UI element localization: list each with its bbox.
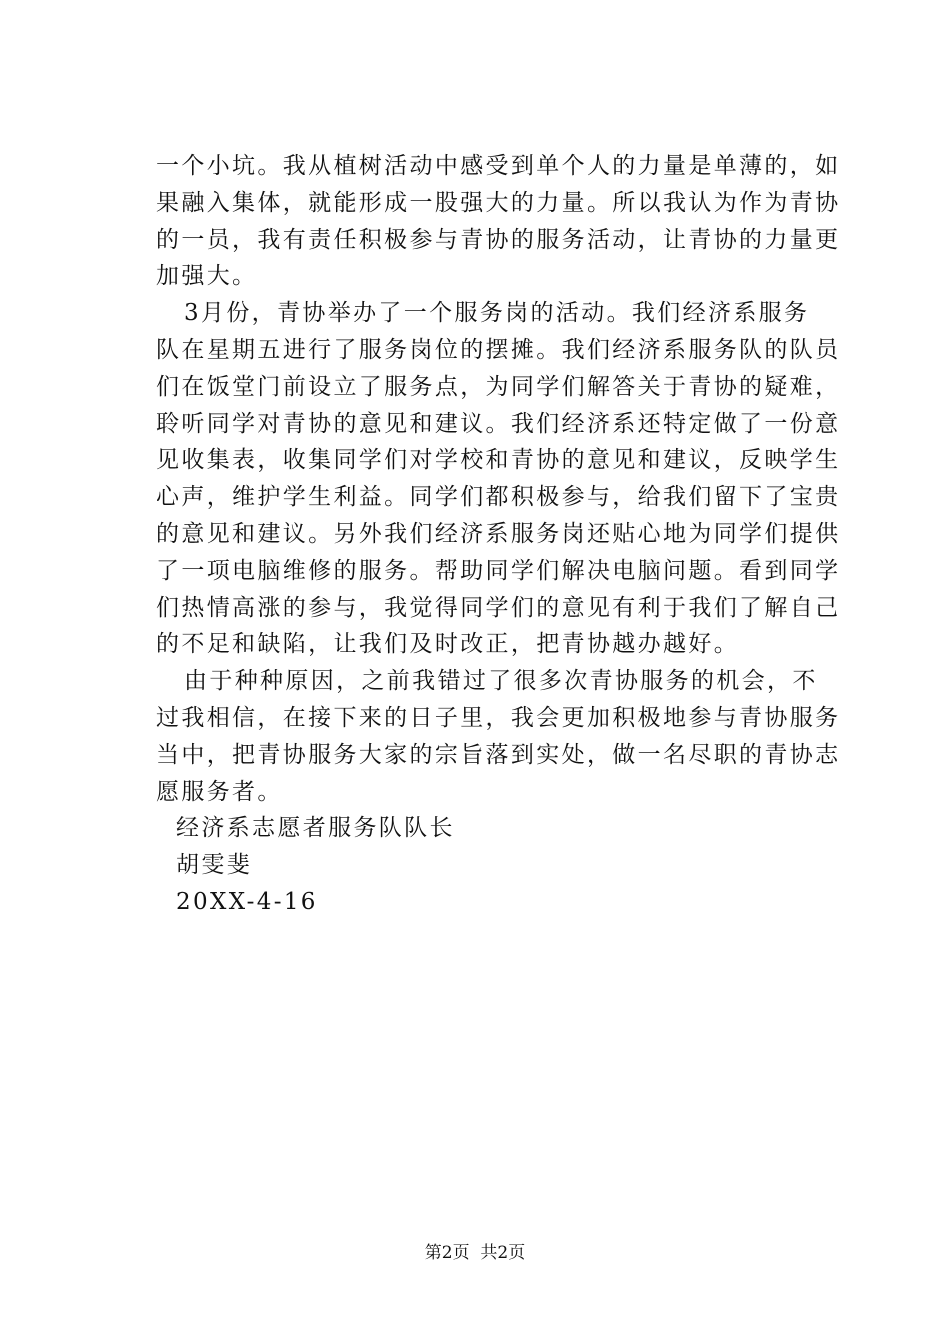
page-number-label: 第2页 共2页 — [424, 1243, 526, 1263]
body-line: 的不足和缺陷，让我们及时改正，把青协越办越好。 — [156, 631, 740, 658]
paragraph-start-line: 由于种种原因，之前我错过了很多次青协服务的机会，不 — [184, 668, 818, 695]
signature-title: 经济系志愿者服务队队长 — [176, 815, 455, 842]
body-line: 的意见和建议。另外我们经济系服务岗还贴心地为同学们提供 — [156, 520, 841, 547]
body-line: 当中，把青协服务大家的宗旨落到实处，做一名尽职的青协志 — [156, 741, 841, 768]
body-line: 队在星期五进行了服务岗位的摆摊。我们经济系服务队的队员 — [156, 336, 841, 363]
body-line: 过我相信，在接下来的日子里，我会更加积极地参与青协服务 — [156, 704, 841, 731]
body-line: 们在饭堂门前设立了服务点，为同学们解答关于青协的疑难， — [156, 373, 841, 400]
body-line: 了一项电脑维修的服务。帮助同学们解决电脑问题。看到同学 — [156, 557, 841, 584]
body-line: 加强大。 — [156, 263, 258, 290]
body-line: 聆听同学对青协的意见和建议。我们经济系还特定做了一份意 — [156, 410, 841, 437]
body-line: 心声，维护学生利益。同学们都积极参与，给我们留下了宝贵 — [156, 484, 841, 511]
body-line: 愿服务者。 — [156, 778, 283, 805]
body-line: 们热情高涨的参与，我觉得同学们的意见有利于我们了解自己 — [156, 594, 841, 621]
document-body — [156, 148, 841, 921]
signature-date: 20XX-4-16 — [176, 888, 318, 915]
body-line: 果融入集体，就能形成一股强大的力量。所以我认为作为青协 — [156, 189, 841, 216]
body-line: 一个小坑。我从植树活动中感受到单个人的力量是单薄的，如 — [156, 153, 841, 179]
paragraph-start-line: 3月份，青协举办了一个服务岗的活动。我们经济系服务 — [184, 300, 810, 327]
page-footer — [0, 1242, 950, 1264]
body-line: 见收集表，收集同学们对学校和青协的意见和建议，反映学生 — [156, 447, 841, 474]
signature-name: 胡雯斐 — [176, 852, 253, 879]
body-line: 的一员，我有责任积极参与青协的服务活动，让青协的力量更 — [156, 226, 841, 253]
